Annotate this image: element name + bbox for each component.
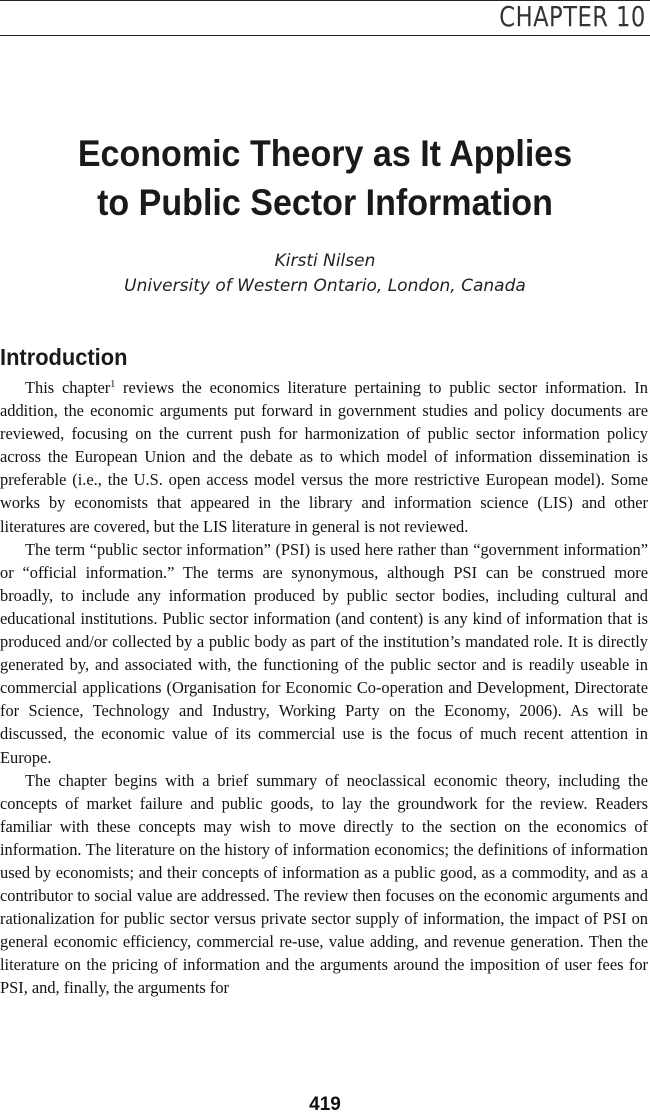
paragraph-1-rest: reviews the economics literature pertaining to public sector information. In addition, the economic arguments put forward in government studies and policy documents are reviewed, focusing on the current push for harmonization of public sector information policy across the European Union and the debate as to which model of information dissemination is preferable (i.e., the U.S. open access model versus the more restrictive European model). Some works by economists that appeared in the library and information science (LIS) and other literatures are covered, but the LIS literature in general is not reviewed. [0, 378, 648, 536]
chapter-title-line-1: Economic Theory as It Applies [77, 133, 573, 174]
paragraph-2: The term “public sector information” (PSI) is used here rather than “government information” or “official information.” The terms are synonymous, although PSI can be construed more broadly, to include any information produced by public sector bodies, including cultural and educational institutions. Public sector information (and content) is any kind of information that is produced and/or collected by a public body as part of the institution’s mandated role. It is directly generated by, and associated with, the functioning of the public sector and is readily useable in commercial applications (Organisation for Economic Co-operation and Development, Directorate for Science, Technology and Industry, Working Party on the Economy, 2006). As will be discussed, the economic value of its commercial use is the focus of much recent attention in Europe. [0, 539, 648, 767]
header-rule-bottom [0, 35, 650, 36]
page-number: 419 [309, 1094, 341, 1115]
section-heading: Introduction [0, 344, 128, 370]
chapter-title [26, 129, 624, 227]
paragraph-3: The chapter begins with a brief summary of neoclassical economic theory, including the concepts of market failure and public goods, to lay the groundwork for the review. Readers familiar with these concepts may wish to move directly to the section on the economics of information. The literature on the history of information economics; the definitions of information used by economists; and their concepts of information as a public good, as a commodity, and as a contributor to social value are addressed. The review then focuses on the economic arguments and rationalization for public sector versus private sector supply of information, the impact of PSI on general economic efficiency, commercial re-use, value adding, and revenue generation. Then the literature on the pricing of information and the arguments around the imposition of user fees for PSI, and, finally, the arguments for [0, 770, 648, 998]
author-affiliation: University of Western Ontario, London, Canada [124, 276, 526, 296]
paragraph-1-start: This chapter [25, 378, 111, 397]
body-text [0, 376, 648, 1000]
chapter-label: CHAPTER 10 [499, 0, 646, 33]
footnote-marker[interactable]: 1 [110, 379, 116, 390]
author-name: Kirsti Nilsen [274, 251, 376, 271]
author-block [0, 249, 650, 299]
chapter-title-line-2: to Public Sector Information [97, 182, 553, 223]
paragraph-1 [0, 376, 648, 538]
